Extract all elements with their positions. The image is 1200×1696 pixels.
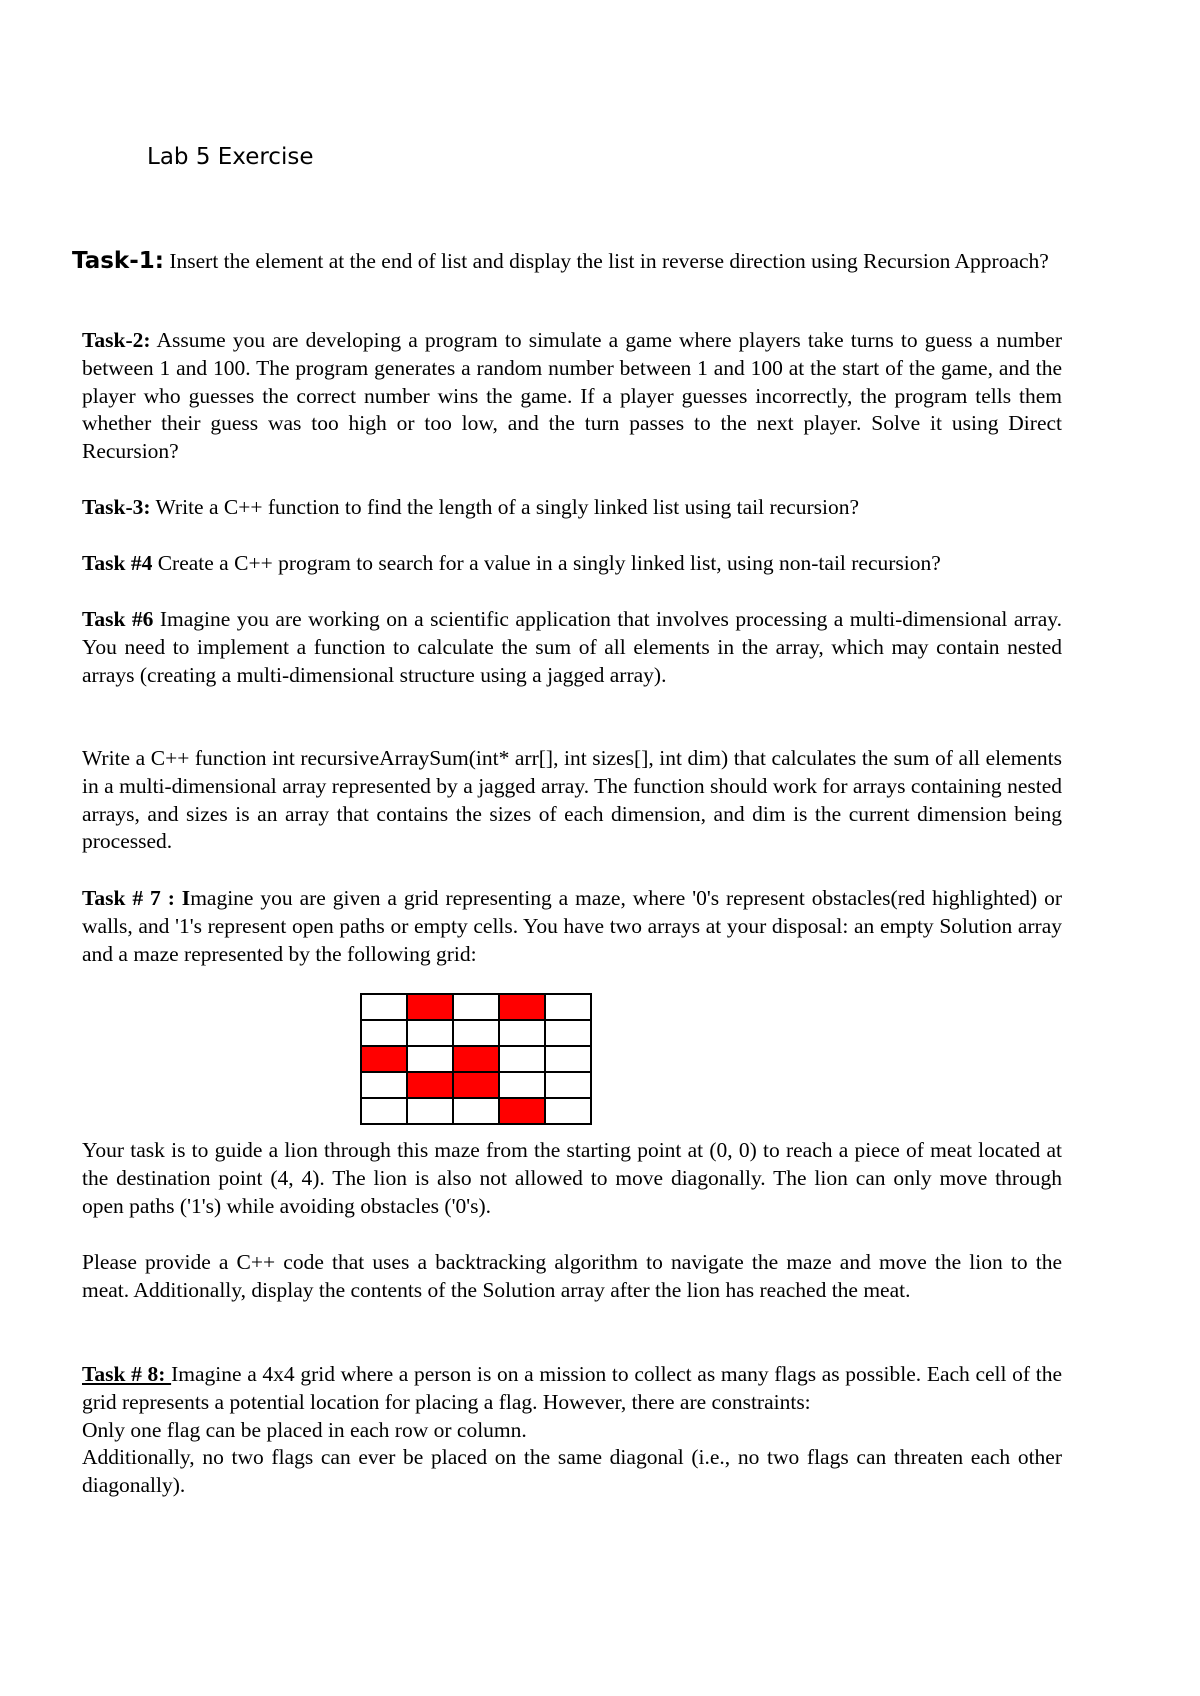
maze-grid <box>360 993 592 1125</box>
maze-row <box>361 994 591 1020</box>
maze-cell-open <box>453 1098 499 1124</box>
maze-cell-open <box>545 1046 591 1072</box>
task-6-label: Task #6 <box>82 607 154 631</box>
maze-cell-open <box>545 1098 591 1124</box>
maze-cell-open <box>499 1072 545 1098</box>
task-6-paragraph-2: Write a C++ function int recursiveArraySum(int* arr[], int sizes[], int dim) that calculates the sum of all elements in a multi-dimensional array represented by a jagged array. The function should work for arrays containing nested arrays, and sizes is an array that contains the sizes of each dimension, and dim is the current dimension being processed. <box>82 746 1062 854</box>
task-1-text: Insert the element at the end of list and display the list in reverse direction using Recursion Approach? <box>163 249 1049 273</box>
maze-cell-obstacle <box>453 1046 499 1072</box>
task-2-label: Task-2: <box>82 328 151 352</box>
maze-cell-obstacle <box>361 1046 407 1072</box>
page-title: Lab 5 Exercise <box>147 144 314 170</box>
task-3-label: Task-3: <box>82 495 151 519</box>
maze-cell-obstacle <box>407 1072 453 1098</box>
maze-cell-open <box>361 1072 407 1098</box>
task-1 <box>72 244 1134 278</box>
maze-cell-open <box>361 1020 407 1046</box>
maze-cell-open <box>453 994 499 1020</box>
maze-cell-open <box>499 1020 545 1046</box>
task-1-label: Task-1: <box>72 248 164 274</box>
task-6 <box>82 606 1062 689</box>
maze-cell-open <box>361 994 407 1020</box>
task-8-line-2: Only one flag can be placed in each row or column. <box>82 1417 527 1442</box>
task-4-label: Task #4 <box>82 551 153 575</box>
maze-row <box>361 1020 591 1046</box>
maze-cell-open <box>545 1072 591 1098</box>
task-7-paragraph-3: Please provide a C++ code that uses a backtracking algorithm to navigate the maze and move the lion to the meat. Additionally, display the contents of the Solution array after the lion has reached the meat. <box>82 1250 1062 1302</box>
maze-cell-open <box>545 1020 591 1046</box>
maze-cell-open <box>407 1046 453 1072</box>
maze-cell-obstacle <box>407 994 453 1020</box>
task-2-text: Assume you are developing a program to simulate a game where players take turns to guess a number between 1 and 100. The program generates a random number between 1 and 100 at the start of the game, and the player who guesses the correct number wins the game. If a player guesses incorrectly, the program tells them whether their guess was too high or too low, and the turn passes to the next player. Solve it using Direct Recursion? <box>82 328 1062 464</box>
task-2 <box>82 327 1062 466</box>
task-4 <box>82 550 1062 578</box>
maze-cell-open <box>407 1020 453 1046</box>
task-7-label: Task # 7 : I <box>82 886 191 910</box>
maze-cell-obstacle <box>499 1098 545 1124</box>
task-6-text: Imagine you are working on a scientific application that involves processing a multi-dimensional array. You need to implement a function to calculate the sum of all elements in the array, which may contain nested arrays (creating a multi-dimensional structure using a jagged array). <box>82 607 1062 687</box>
maze-cell-open <box>453 1020 499 1046</box>
maze-row <box>361 1046 591 1072</box>
maze-cell-obstacle <box>453 1072 499 1098</box>
maze-cell-open <box>361 1098 407 1124</box>
maze-row <box>361 1098 591 1124</box>
task-8-text: Imagine a 4x4 grid where a person is on a mission to collect as many flags as possible. Each cell of the grid represents a potential location for placing a flag. However, there are constraints: <box>82 1362 1062 1414</box>
task-8-label: Task # 8: <box>82 1362 172 1386</box>
task-7-text: magine you are given a grid representing a maze, where '0's represent obstacles(red highlighted) or walls, and '1's represent open paths or empty cells. You have two arrays at your disposal: an empty Solution array and a maze represented by the following grid: <box>82 886 1063 966</box>
maze-cell-open <box>407 1098 453 1124</box>
maze-row <box>361 1072 591 1098</box>
task-3 <box>82 494 1062 522</box>
task-7 <box>82 885 1062 968</box>
task-8 <box>82 1361 1062 1500</box>
task-7-paragraph-2: Your task is to guide a lion through this maze from the starting point at (0, 0) to reach a piece of meat located at the destination point (4, 4). The lion is also not allowed to move diagonally. The lion can only move through open paths ('1's) while avoiding obstacles ('0's). <box>82 1138 1062 1218</box>
maze-cell-open <box>545 994 591 1020</box>
task-8-line-3: Additionally, no two flags can ever be placed on the same diagonal (i.e., no two flags can threaten each other diagonally). <box>82 1445 1062 1498</box>
maze-cell-open <box>499 1046 545 1072</box>
task-3-text: Write a C++ function to find the length of a singly linked list using tail recursion? <box>150 495 859 519</box>
maze-cell-obstacle <box>499 994 545 1020</box>
task-4-text: Create a C++ program to search for a value in a singly linked list, using non-tail recursion? <box>152 551 941 575</box>
